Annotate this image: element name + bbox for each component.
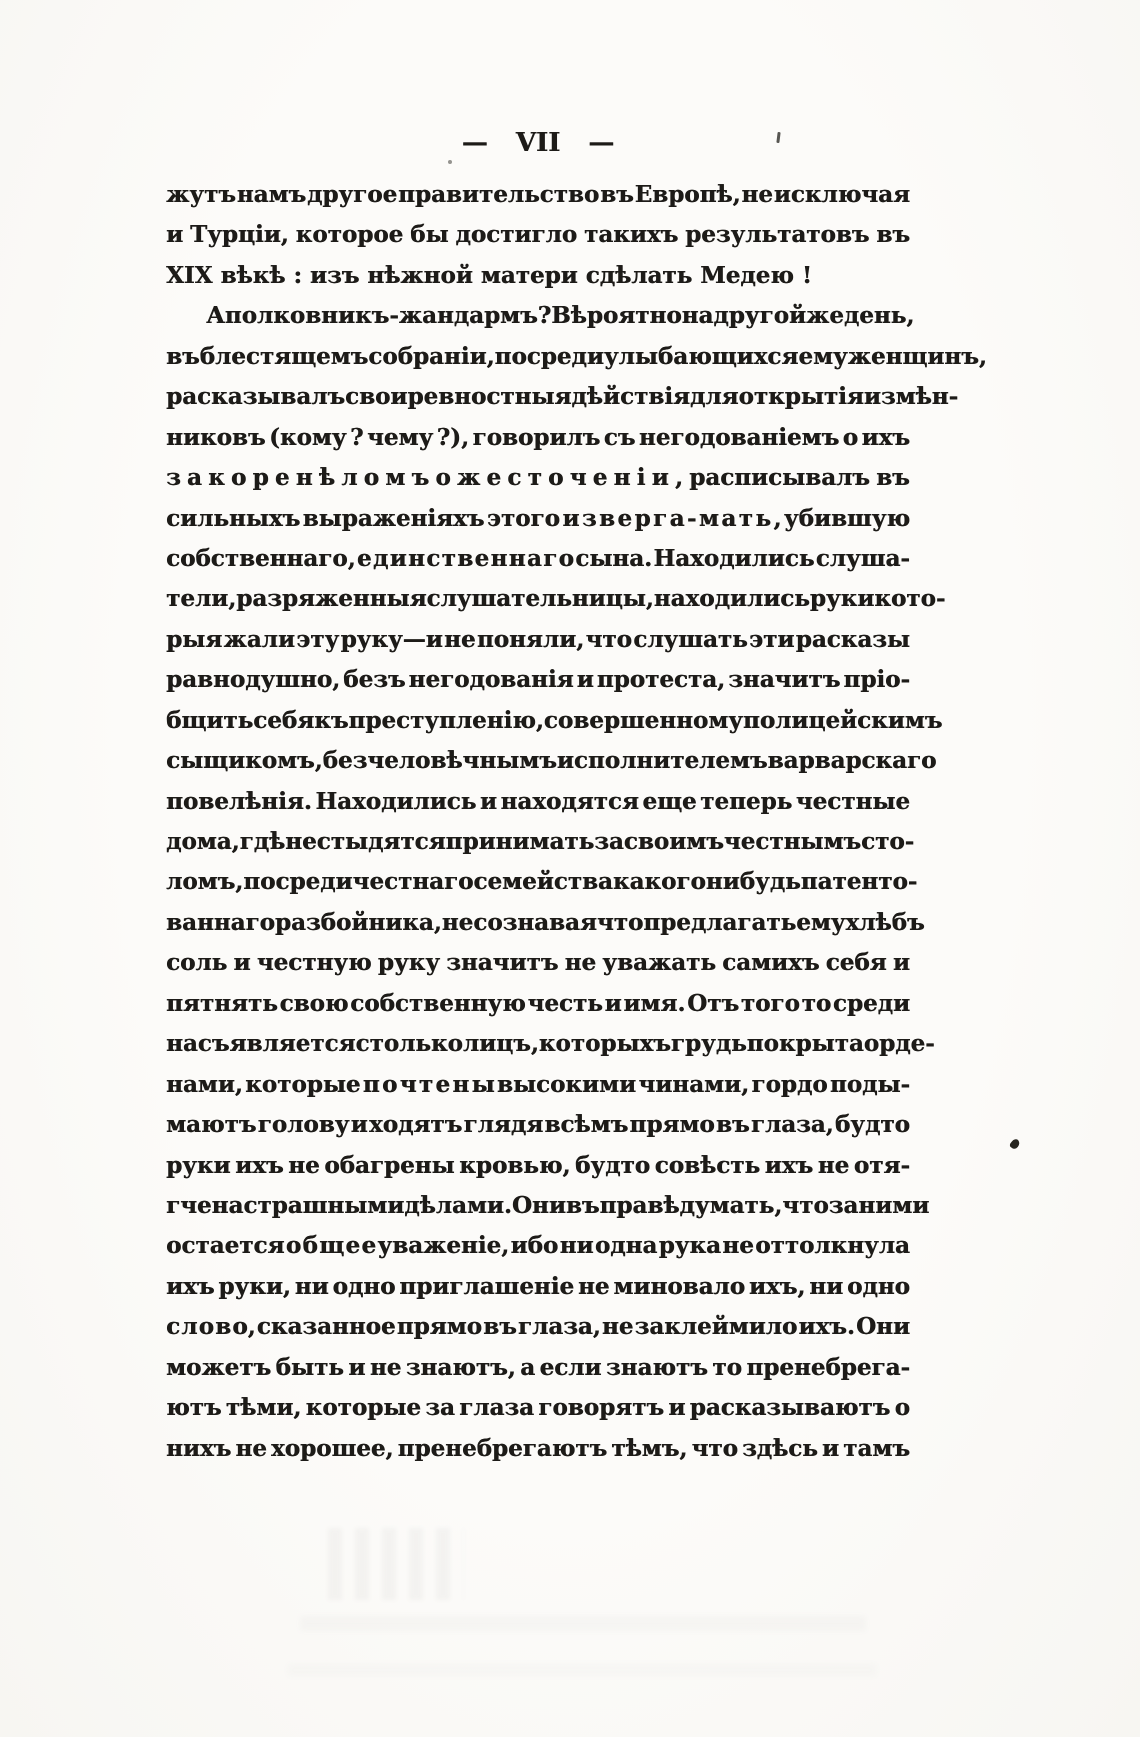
text-line: маютъ голову и ходятъ глядя всѣмъ прямо въ глаза, будто	[166, 1111, 910, 1139]
text-line: собственнаго, е д и н с т в е н н а г о сына. Находились слуша-	[166, 544, 910, 572]
text-line: жутъ намъ другое правительство въ Европѣ, не исключая	[166, 181, 910, 208]
text-line: расказывалъ свои ревностныя дѣйствія для открытія измѣн-	[166, 383, 959, 411]
text-line: въ блестящемъ собраніи, посреди улыбающихся ему женщинъ,	[166, 342, 987, 370]
header-dash-right: —	[588, 128, 615, 158]
page-number: VII	[515, 128, 561, 158]
text-line: нами, которые п о ч т е н ы высокими чинами, гордо поды-	[166, 1070, 910, 1098]
text-line: повелѣнія. Находились и находятся еще теперь честные	[166, 787, 910, 815]
text-line: пятнять свою собственную честь и имя. Отъ того то среди	[166, 989, 910, 1017]
scan-mark-dot	[448, 160, 452, 164]
text-line: рыя жали эту руку—и не поняли, что слушать эти расказы	[166, 625, 910, 653]
scan-smudge-bleedthrough	[328, 1528, 464, 1600]
text-line: з а к о р е н ѣ л о м ъ о ж е с т о ч е н і и , расписывалъ въ	[166, 464, 910, 492]
text-line: XIX вѣкѣ : изъ нѣжной матери сдѣлать Медею !	[166, 261, 812, 289]
text-line: гчена страшными дѣлами. Они въ правѣ думать, что за ними	[166, 1191, 930, 1219]
text-line: сильныхъ выраженіяхъ этого и з в е р г а - м а т ь , убившую	[166, 504, 910, 532]
scan-smudge-line	[288, 1664, 876, 1676]
text-line: сыщикомъ, безчеловѣчнымъ исполнителемъ варварскаго	[166, 747, 937, 775]
header-dash-left: —	[461, 128, 488, 158]
text-line: ютъ тѣми, которые за глаза говорятъ и расказываютъ о	[166, 1394, 910, 1422]
text-block	[166, 175, 987, 1469]
text-line: ломъ, посреди честнаго семейства какого нибудь патенто-	[166, 868, 918, 896]
text-line: соль и честную руку значитъ не уважать самихъ себя и	[166, 949, 910, 977]
text-line: насъ является столько лицъ, которыхъ грудь покрыта орде-	[166, 1030, 935, 1058]
text-line: остается о б щ е е уваженіе, ибо ни одна рука не оттолкнула	[166, 1232, 910, 1260]
text-line: дома, гдѣ не стыдятся принимать за своимъ честнымъ сто-	[166, 828, 915, 855]
scan-smudge-line	[300, 1616, 866, 1631]
text-line: равнодушно, безъ негодованія и протеста, значитъ пріо-	[166, 666, 910, 694]
text-line: и Турціи, которое бы достигло такихъ результатовъ въ	[166, 221, 910, 249]
text-line: бщить себя къ преступленію, совершенному полицейскимъ	[166, 706, 943, 734]
text-line: ихъ руки, ни одно приглашеніе не миновало ихъ, ни одно	[166, 1272, 910, 1300]
text-line: можетъ быть и не знаютъ, а если знаютъ то пренебрега-	[166, 1353, 910, 1381]
page-header	[166, 128, 910, 158]
scan-mark-comma	[1009, 1138, 1021, 1151]
text-line: руки ихъ не обагрены кровью, будто совѣсть ихъ не отя-	[166, 1151, 910, 1179]
text-line: с л о в о, сказанное прямо въ глаза, не заклеймило ихъ. Они	[166, 1313, 910, 1341]
text-line: ваннаго разбойника, не сознавая что предлагать ему хлѣбъ	[166, 908, 925, 936]
text-line: тели, разряженныя слушательницы, находились руки кото-	[166, 585, 946, 613]
text-line: А полковникъ-жандармъ ? Вѣроятно на другой же день,	[206, 302, 915, 330]
text-line: никовъ (кому ? чему ?), говорилъ съ негодованіемъ о ихъ	[166, 423, 910, 451]
text-line: нихъ не хорошее, пренебрегаютъ тѣмъ, что здѣсь и тамъ	[166, 1434, 910, 1462]
